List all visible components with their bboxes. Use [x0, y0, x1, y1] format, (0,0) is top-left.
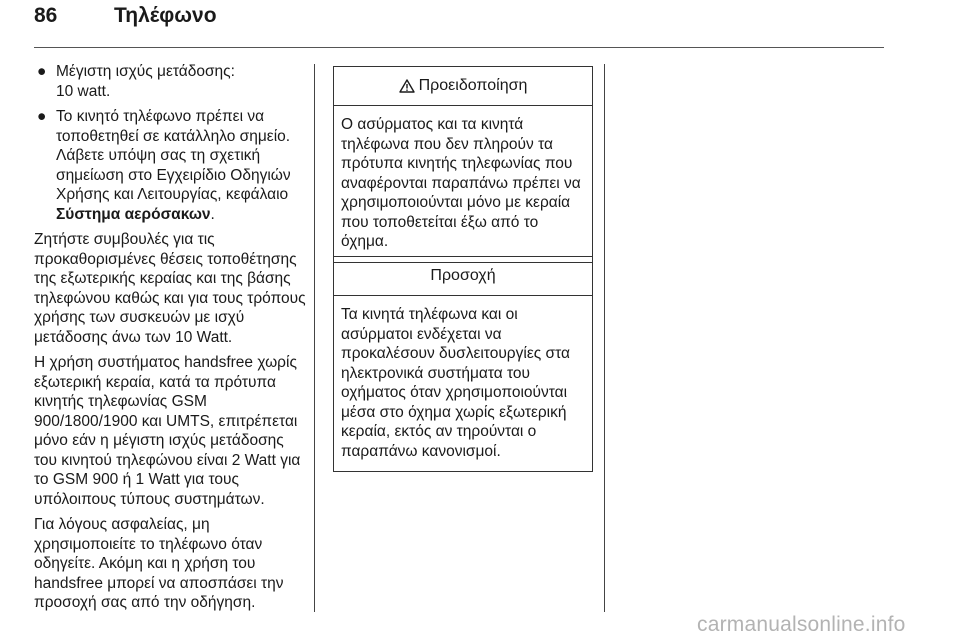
bullet-item-placement [34, 107, 306, 224]
bullet-text-line1: Μέγιστη ισχύς μετάδοσης: [56, 63, 235, 80]
paragraph-handsfree-rules: Η χρήση συστήματος handsfree χωρίς εξωτερική κεραία, κατά τα πρότυπα κινητής τηλεφωνίας GSM 900/1800/1900 και UMTS, επιτρέπεται μόνο εάν η μέγιστη ισχύς μετάδοσης του κινητού τηλεφώνου είναι 2 Watt για το GSM 900 ή 1 Watt για τους υπόλοιπους τύπους συστημάτων. [34, 354, 301, 508]
header-rule [34, 47, 884, 48]
bullet-text: Το κινητό τηλέφωνο πρέπει να τοποθετηθεί σε κατάλληλο σημείο. Λάβετε υπόψη σας τη σχετική σημείωση στο Εγχειρίδιο Οδηγιών Χρήσης και Λειτουργίας, κεφάλαιο [56, 108, 291, 203]
page-number: 86 [34, 4, 58, 27]
caution-box [333, 256, 593, 472]
paragraph-antenna-advice: Ζητήστε συμβουλές για τις προκαθορισμένες θέσεις τοποθέτησης της εξωτερικής κεραίας και της βάσης τηλεφώνου καθώς και για τους τρόπους χρήσης των συσκευών με ισχύ μετάδοσης άνω των 10 Watt. [34, 231, 306, 346]
left-column [34, 62, 306, 619]
warning-box [333, 66, 593, 263]
caution-box-title: Προσοχή [430, 267, 496, 284]
column-divider-right [604, 64, 605, 612]
bullet-dot-icon: ● [37, 63, 47, 80]
warning-box-body: Ο ασύρματος και τα κινητά τηλέφωνα που δεν πληρούν τα πρότυπα κινητής τηλεφωνίας που αναφέρονται παραπάνω πρέπει να χρησιμοποιούνται μόνο με κεραία που τοποθετείται έξω από το όχημα. [341, 116, 581, 250]
watermark: carmanualsonline.info [697, 613, 906, 636]
bullet-text-line2: 10 watt. [56, 82, 111, 100]
bullet-text-tail: . [210, 205, 215, 223]
warning-triangle-icon [399, 79, 415, 93]
caution-box-body: Τα κινητά τηλέφωνα και οι ασύρματοι ενδέχεται να προκαλέσουν δυσλειτουργίες στα ηλεκτρονικά συστήματα του οχήματος όταν χρησιμοποιούνται μέσα στο όχημα χωρίς εξωτερική κεραία, εκτός αν τηρούνται ο παραπάνω κανονισμοί. [341, 306, 570, 460]
section-title: Τηλέφωνο [114, 4, 217, 27]
chapter-reference: Σύστημα αερόσακων [56, 205, 211, 223]
warning-box-title: Προειδοποίηση [418, 77, 528, 94]
paragraph-safety: Για λόγους ασφαλείας, μη χρησιμοποιείτε το τηλέφωνο όταν οδηγείτε. Ακόμη και η χρήση του handsfree μπορεί να αποσπάσει την προσοχή σας από την οδήγηση. [34, 516, 284, 611]
bullet-item-power [34, 62, 306, 101]
bullet-dot-icon: ● [37, 108, 47, 125]
column-divider-left [314, 64, 315, 612]
page-header [34, 4, 884, 44]
warning-box-header [334, 67, 592, 106]
caution-box-header [334, 257, 592, 296]
